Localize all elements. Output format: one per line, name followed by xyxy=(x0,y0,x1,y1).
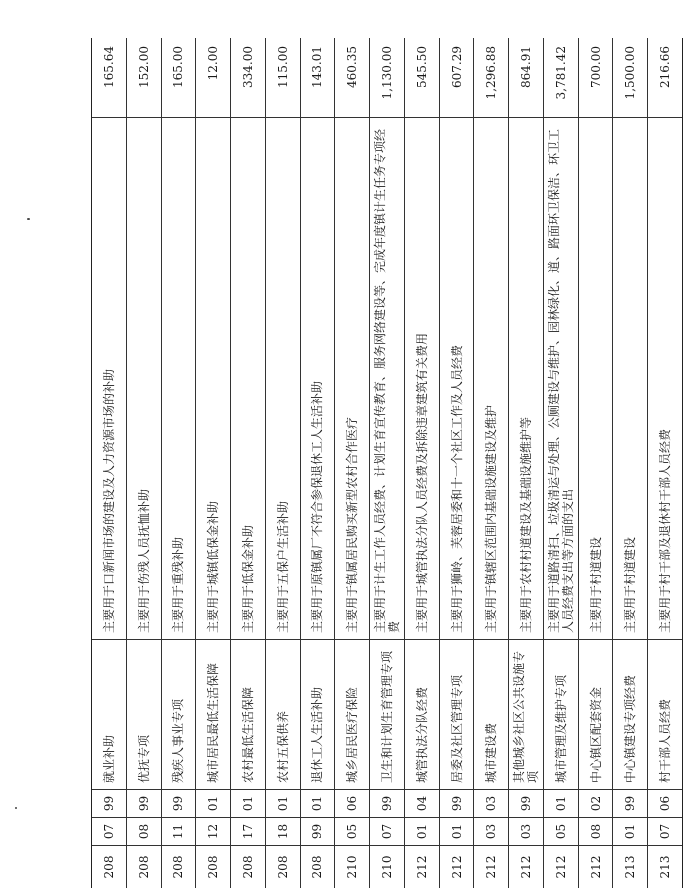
subitem-code-cell: 99 xyxy=(440,790,474,818)
amount-cell: 460.35 xyxy=(335,38,369,118)
subitem-code-cell: 01 xyxy=(231,790,265,818)
project-name-cell: 城乡居民医疗保险 xyxy=(335,640,369,790)
description-cell: 主要用于原镇属厂不符合参保退休工人生活补助 xyxy=(301,118,335,640)
item-code-cell: 08 xyxy=(579,818,613,846)
subitem-code-cell: 99 xyxy=(509,790,543,818)
class-code-cell: 210 xyxy=(345,855,360,879)
description-cell: 主要用于伤残人员抚恤补助 xyxy=(127,118,161,640)
amount-cell: 165.64 xyxy=(92,38,126,118)
subitem-code-cell: 01 xyxy=(301,790,335,818)
item-code-cell: 07 xyxy=(648,818,682,846)
table-row xyxy=(508,38,543,888)
amount-cell: 1,296.88 xyxy=(474,38,508,118)
description-cell: 主要用于城管执法分队人员经费及拆除违章建筑有关费用 xyxy=(405,118,439,640)
amount-cell: 1,130.00 xyxy=(370,38,404,118)
subitem-code-cell: 03 xyxy=(474,790,508,818)
project-name-cell: 就业补助 xyxy=(92,640,126,790)
subitem-code-cell: 99 xyxy=(613,790,647,818)
class-code-cell: 208 xyxy=(275,855,290,879)
item-code-cell: 07 xyxy=(370,818,404,846)
project-name-cell: 中心镇建设专项经费 xyxy=(613,640,647,790)
item-code-cell: 99 xyxy=(301,818,335,846)
subitem-code-cell: 99 xyxy=(92,790,126,818)
description-cell: 主要用于农村村道建设及基础设施维护等 xyxy=(509,118,543,640)
item-code-cell: 18 xyxy=(266,818,300,846)
class-code-cell: 212 xyxy=(484,855,499,879)
amount-cell: 864.91 xyxy=(509,38,543,118)
class-code-cell: 212 xyxy=(519,855,534,879)
project-name-cell: 村干部人员经费 xyxy=(648,640,682,790)
project-name-cell: 残疾人事业专项 xyxy=(162,640,196,790)
class-code-cell: 208 xyxy=(206,855,221,879)
description-cell: 主要用于村道建设 xyxy=(613,118,647,640)
project-name-cell: 退休工人生活补助 xyxy=(301,640,335,790)
description-cell: 主要用于镇辖区范围内基础设施建设及维护 xyxy=(474,118,508,640)
class-code-cell: 208 xyxy=(240,855,255,879)
subitem-code-cell: 99 xyxy=(127,790,161,818)
table-row xyxy=(543,38,578,888)
scan-speck xyxy=(27,218,30,220)
description-cell: 主要用于低保金补助 xyxy=(231,118,265,640)
table-row xyxy=(300,38,335,888)
subitem-code-cell: 06 xyxy=(335,790,369,818)
project-name-cell: 城市管理及维护专项 xyxy=(544,640,578,790)
table-row xyxy=(578,38,613,888)
item-code-cell: 01 xyxy=(613,818,647,846)
project-name-cell: 其他城乡社区公共设施专项 xyxy=(509,640,543,790)
subitem-code-cell: 02 xyxy=(579,790,613,818)
description-cell: 主要用于道路清扫、垃圾清运与处理、公厕建设与维护、园林绿化、道、路面环卫保洁、环卫工人员经费支出等方面的支出 xyxy=(544,118,578,640)
table-row xyxy=(404,38,439,888)
description-cell: 主要用于镇属居民购买新型农村合作医疗 xyxy=(335,118,369,640)
table-row xyxy=(161,38,196,888)
description-cell: 主要用于口新闻市场的建设及人力资源市场的补助 xyxy=(92,118,126,640)
table-row xyxy=(612,38,647,888)
amount-cell: 3,781.42 xyxy=(544,38,578,118)
class-code-cell: 208 xyxy=(310,855,325,879)
subitem-code-cell: 01 xyxy=(544,790,578,818)
amount-cell: 700.00 xyxy=(579,38,613,118)
item-code-cell: 05 xyxy=(335,818,369,846)
amount-cell: 216.66 xyxy=(648,38,682,118)
description-cell: 主要用于城镇低保金补助 xyxy=(196,118,230,640)
item-code-cell: 12 xyxy=(196,818,230,846)
class-code-cell: 212 xyxy=(553,855,568,879)
project-name-cell: 优抚专项 xyxy=(127,640,161,790)
class-code-cell: 213 xyxy=(658,855,673,879)
item-code-cell: 01 xyxy=(405,818,439,846)
table-row xyxy=(92,38,126,888)
item-code-cell: 05 xyxy=(544,818,578,846)
project-name-cell: 城管执法分队经费 xyxy=(405,640,439,790)
class-code-cell: 212 xyxy=(588,855,603,879)
table-row xyxy=(369,38,404,888)
amount-cell: 12.00 xyxy=(196,38,230,118)
project-name-cell: 卫生和计划生育管理专项 xyxy=(370,640,404,790)
table-row xyxy=(439,38,474,888)
description-cell: 主要用于狮岭、芙蓉居委和十一个社区工作及人员经费 xyxy=(440,118,474,640)
table-row xyxy=(334,38,369,888)
class-code-cell: 212 xyxy=(414,855,429,879)
class-code-cell: 210 xyxy=(380,855,394,879)
amount-cell: 334.00 xyxy=(231,38,265,118)
project-name-cell: 居委及社区管理专项 xyxy=(440,640,474,790)
item-code-cell: 01 xyxy=(440,818,474,846)
class-code-cell: 208 xyxy=(136,855,151,879)
amount-cell: 115.00 xyxy=(266,38,300,118)
description-cell: 主要用于计生工作人员经费、计划生育宣传教育、服务网络建设等、完成年度镇计生任务专项经费 xyxy=(370,118,404,640)
subitem-code-cell: 06 xyxy=(648,790,682,818)
project-name-cell: 农村最低生活保障 xyxy=(231,640,265,790)
subitem-code-cell: 99 xyxy=(162,790,196,818)
table-row xyxy=(265,38,300,888)
subitem-code-cell: 04 xyxy=(405,790,439,818)
amount-cell: 165.00 xyxy=(162,38,196,118)
subitem-code-cell: 99 xyxy=(370,790,404,818)
amount-cell: 1,500.00 xyxy=(613,38,647,118)
table-row xyxy=(647,38,682,888)
item-code-cell: 07 xyxy=(92,818,126,846)
subitem-code-cell: 01 xyxy=(196,790,230,818)
project-name-cell: 农村五保供养 xyxy=(266,640,300,790)
budget-table xyxy=(91,38,683,888)
class-code-cell: 213 xyxy=(623,855,638,879)
project-name-cell: 中心镇区配套资金 xyxy=(579,640,613,790)
table-row xyxy=(195,38,230,888)
project-name-cell: 城市居民最低生活保障 xyxy=(196,640,230,790)
amount-cell: 545.50 xyxy=(405,38,439,118)
table-row xyxy=(473,38,508,888)
item-code-cell: 08 xyxy=(127,818,161,846)
scan-speck xyxy=(15,807,17,809)
description-cell: 主要用于村干部及退休村干部人员经费 xyxy=(648,118,682,640)
table-row xyxy=(230,38,265,888)
amount-cell: 607.29 xyxy=(440,38,474,118)
project-name-cell: 城市建设费 xyxy=(474,640,508,790)
item-code-cell: 17 xyxy=(231,818,265,846)
description-cell: 主要用于重残补助 xyxy=(162,118,196,640)
subitem-code-cell: 01 xyxy=(266,790,300,818)
class-code-cell: 208 xyxy=(101,855,116,879)
item-code-cell: 03 xyxy=(474,818,508,846)
item-code-cell: 11 xyxy=(162,818,196,846)
item-code-cell: 03 xyxy=(509,818,543,846)
amount-cell: 152.00 xyxy=(127,38,161,118)
table-row xyxy=(126,38,161,888)
description-cell: 主要用于村道建设 xyxy=(579,118,613,640)
amount-cell: 143.01 xyxy=(301,38,335,118)
description-cell: 主要用于五保户生活补助 xyxy=(266,118,300,640)
class-code-cell: 208 xyxy=(171,855,186,879)
class-code-cell: 212 xyxy=(449,855,464,879)
